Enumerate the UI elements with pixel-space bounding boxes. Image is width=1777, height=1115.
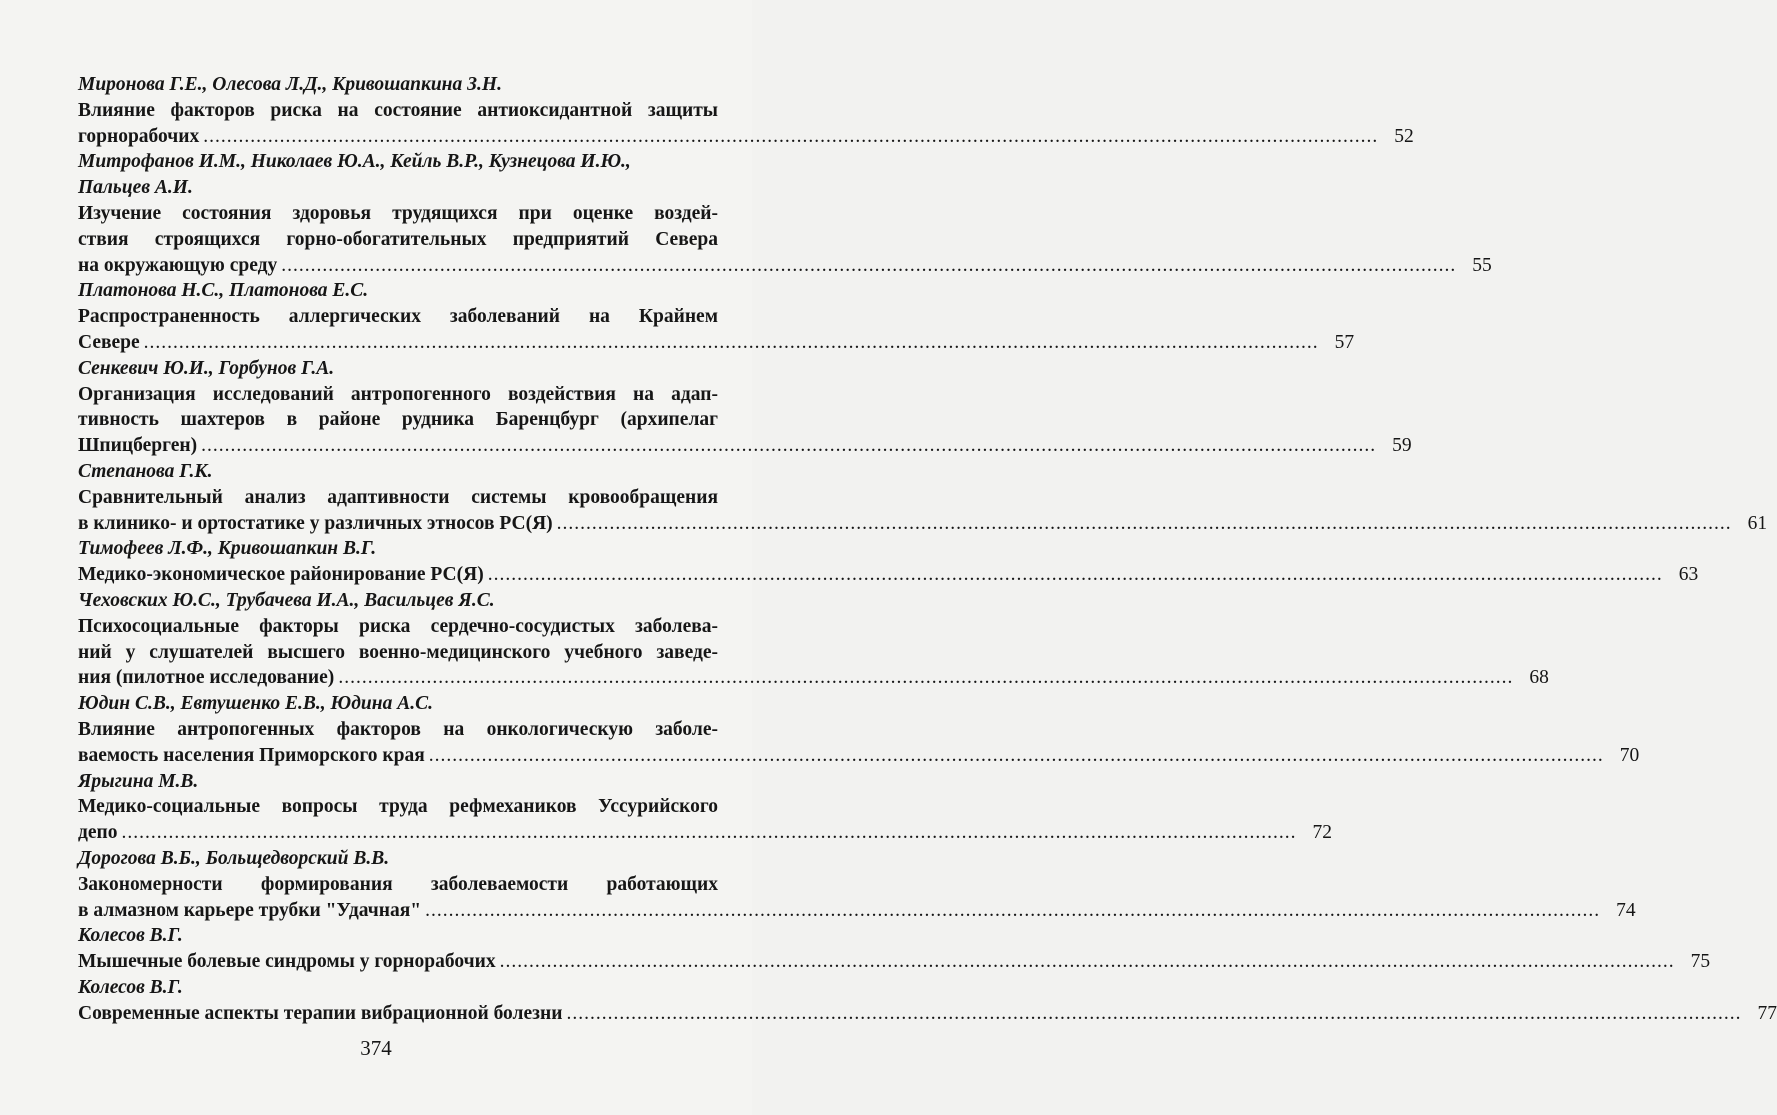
entry-title — [78, 98, 1414, 150]
toc-entry — [78, 356, 1412, 459]
dot-leader: ........................................................................................................................................................................................................ — [566, 1002, 1742, 1024]
toc-entry — [78, 536, 1699, 588]
entry-page-number: 77 — [1757, 1002, 1777, 1024]
entry-title-line: Закономерности формирования заболеваемости работающих — [78, 873, 718, 895]
dot-leader: ........................................................................................................................................................................................................ — [203, 125, 1379, 147]
entry-authors: Степанова Г.К. — [78, 460, 213, 482]
dot-leader: ........................................................................................................................................................................................................ — [556, 512, 1732, 534]
entry-authors: Ярыгина М.В. — [78, 770, 199, 792]
entry-page-number: 57 — [1334, 331, 1355, 353]
entry-title-text: Мышечные болевые синдромы у горнорабочих — [78, 951, 496, 973]
page-number: 374 — [360, 1036, 392, 1060]
entry-title-text: ния (пилотное исследование) — [78, 667, 335, 689]
toc-entry — [78, 278, 1355, 355]
entry-title-line: Медико-социальные вопросы труда рефмехаников Уссурийского — [78, 796, 718, 818]
dot-leader: ........................................................................................................................................................................................................ — [121, 822, 1297, 844]
dot-leader: ........................................................................................................................................................................................................ — [338, 667, 1514, 689]
entry-title-last-line — [78, 1001, 1777, 1027]
entry-title-line: Изучение состояния здоровья трудящихся при оценке воздей- — [78, 202, 718, 224]
entry-title-last-line — [78, 743, 1640, 769]
entry-title-line: Влияние факторов риска на состояние антиоксидантной защиты — [78, 99, 718, 121]
entry-title — [78, 872, 1636, 924]
entry-title-last-line — [78, 898, 1636, 924]
entry-title-text: в клинико- и ортостатике у различных этносов РС(Я) — [78, 512, 553, 534]
toc-entry — [78, 769, 1333, 846]
entry-authors: Митрофанов И.М., Николаев Ю.А., Кейль В.Р., Кузнецова И.Ю., — [78, 151, 631, 173]
entry-authors: Сенкевич Ю.И., Горбунов Г.А. — [78, 357, 335, 379]
entry-page-number: 72 — [1312, 822, 1333, 844]
toc-entry — [78, 923, 1711, 975]
entry-title-last-line — [78, 511, 1768, 537]
dot-leader: ........................................................................................................................................................................................................ — [201, 435, 1377, 457]
entry-authors-continued: Пальцев А.И. — [78, 177, 193, 199]
entry-title — [78, 717, 1640, 769]
entry-page-number: 74 — [1616, 899, 1636, 921]
entry-authors: Тимофеев Л.Ф., Кривошапкин В.Г. — [78, 538, 377, 560]
entry-authors: Миронова Г.Е., Олесова Л.Д., Кривошапкина З.Н. — [78, 74, 502, 95]
table-of-contents — [78, 72, 1777, 1026]
toc-entry — [78, 691, 1640, 768]
entry-title-text: Шпицберген) — [78, 435, 198, 457]
entry-title — [78, 382, 1412, 459]
entry-title — [78, 562, 1699, 588]
entry-title-line: ний у слушателей высшего военно-медицинского учебного заведе- — [78, 641, 718, 663]
entry-title — [78, 304, 1355, 356]
entry-authors: Колесов В.Г. — [78, 976, 183, 998]
toc-entry — [78, 459, 1768, 536]
dot-leader: ........................................................................................................................................................................................................ — [425, 899, 1601, 921]
dot-leader: ........................................................................................................................................................................................................ — [428, 744, 1604, 766]
entry-title-text: депо — [78, 822, 118, 844]
entry-title-text: на окружающую среду — [78, 254, 278, 276]
toc-entry — [78, 846, 1636, 923]
entry-title-line: Психосоциальные факторы риска сердечно-сосудистых заболева- — [78, 615, 718, 637]
dot-leader: ........................................................................................................................................................................................................ — [281, 254, 1457, 276]
entry-title-text: в алмазном карьере трубки "Удачная" — [78, 899, 422, 921]
toc-entry — [78, 149, 1492, 278]
entry-page-number: 52 — [1394, 125, 1414, 147]
entry-page-number: 75 — [1690, 951, 1711, 973]
entry-title-line: Распространенность аллергических заболеваний на Крайнем — [78, 306, 718, 328]
entry-page-number: 61 — [1747, 512, 1768, 534]
entry-title — [78, 614, 1549, 691]
entry-title — [78, 485, 1768, 537]
entry-title-text: Севере — [78, 331, 140, 353]
entry-title-text: ваемость населения Приморского края — [78, 744, 425, 766]
entry-title — [78, 201, 1492, 278]
entry-title-text: Медико-экономическое районирование РС(Я) — [78, 564, 484, 586]
entry-title — [78, 794, 1333, 846]
toc-entry — [78, 975, 1777, 1027]
entry-title-line: тивность шахтеров в районе рудника Баренцбург (архипелаг — [78, 409, 718, 431]
entry-page-number: 68 — [1529, 667, 1549, 689]
entry-authors: Платонова Н.С., Платонова Е.С. — [78, 280, 369, 302]
toc-entry — [78, 72, 1414, 149]
entry-page-number: 55 — [1472, 254, 1492, 276]
toc-entry — [78, 588, 1549, 691]
entry-page-number: 70 — [1619, 744, 1640, 766]
entry-title-last-line — [78, 433, 1412, 459]
entry-title-last-line — [78, 124, 1414, 150]
entry-title-line: ствия строящихся горно-обогатительных предприятий Севера — [78, 228, 718, 250]
entry-title-line: Сравнительный анализ адаптивности системы кровообращения — [78, 486, 718, 508]
entry-title-last-line — [78, 665, 1549, 691]
entry-title-last-line — [78, 949, 1711, 975]
entry-title — [78, 949, 1711, 975]
dot-leader: ........................................................................................................................................................................................................ — [487, 564, 1663, 586]
entry-title-last-line — [78, 330, 1355, 356]
entry-title-line: Влияние антропогенных факторов на онкологическую заболе- — [78, 718, 718, 740]
entry-page-number: 63 — [1678, 564, 1699, 586]
entry-title — [78, 1001, 1777, 1027]
dot-leader: ........................................................................................................................................................................................................ — [143, 331, 1319, 353]
entry-title-last-line — [78, 820, 1333, 846]
entry-title-last-line — [78, 562, 1699, 588]
entry-page-number: 59 — [1392, 435, 1412, 457]
entry-authors: Дорогова В.Б., Больщедворский В.В. — [78, 847, 390, 869]
entry-title-text: Современные аспекты терапии вибрационной болезни — [78, 1002, 563, 1024]
entry-authors: Чеховских Ю.С., Трубачева И.А., Васильцев Я.С. — [78, 589, 495, 611]
entry-authors: Юдин С.В., Евтушенко Е.В., Юдина А.С. — [78, 693, 433, 715]
entry-title-text: горнорабочих — [78, 125, 200, 147]
dot-leader: ........................................................................................................................................................................................................ — [499, 951, 1675, 973]
entry-title-last-line — [78, 253, 1492, 279]
entry-title-line: Организация исследований антропогенного воздействия на адап- — [78, 383, 718, 405]
entry-authors: Колесов В.Г. — [78, 925, 183, 947]
